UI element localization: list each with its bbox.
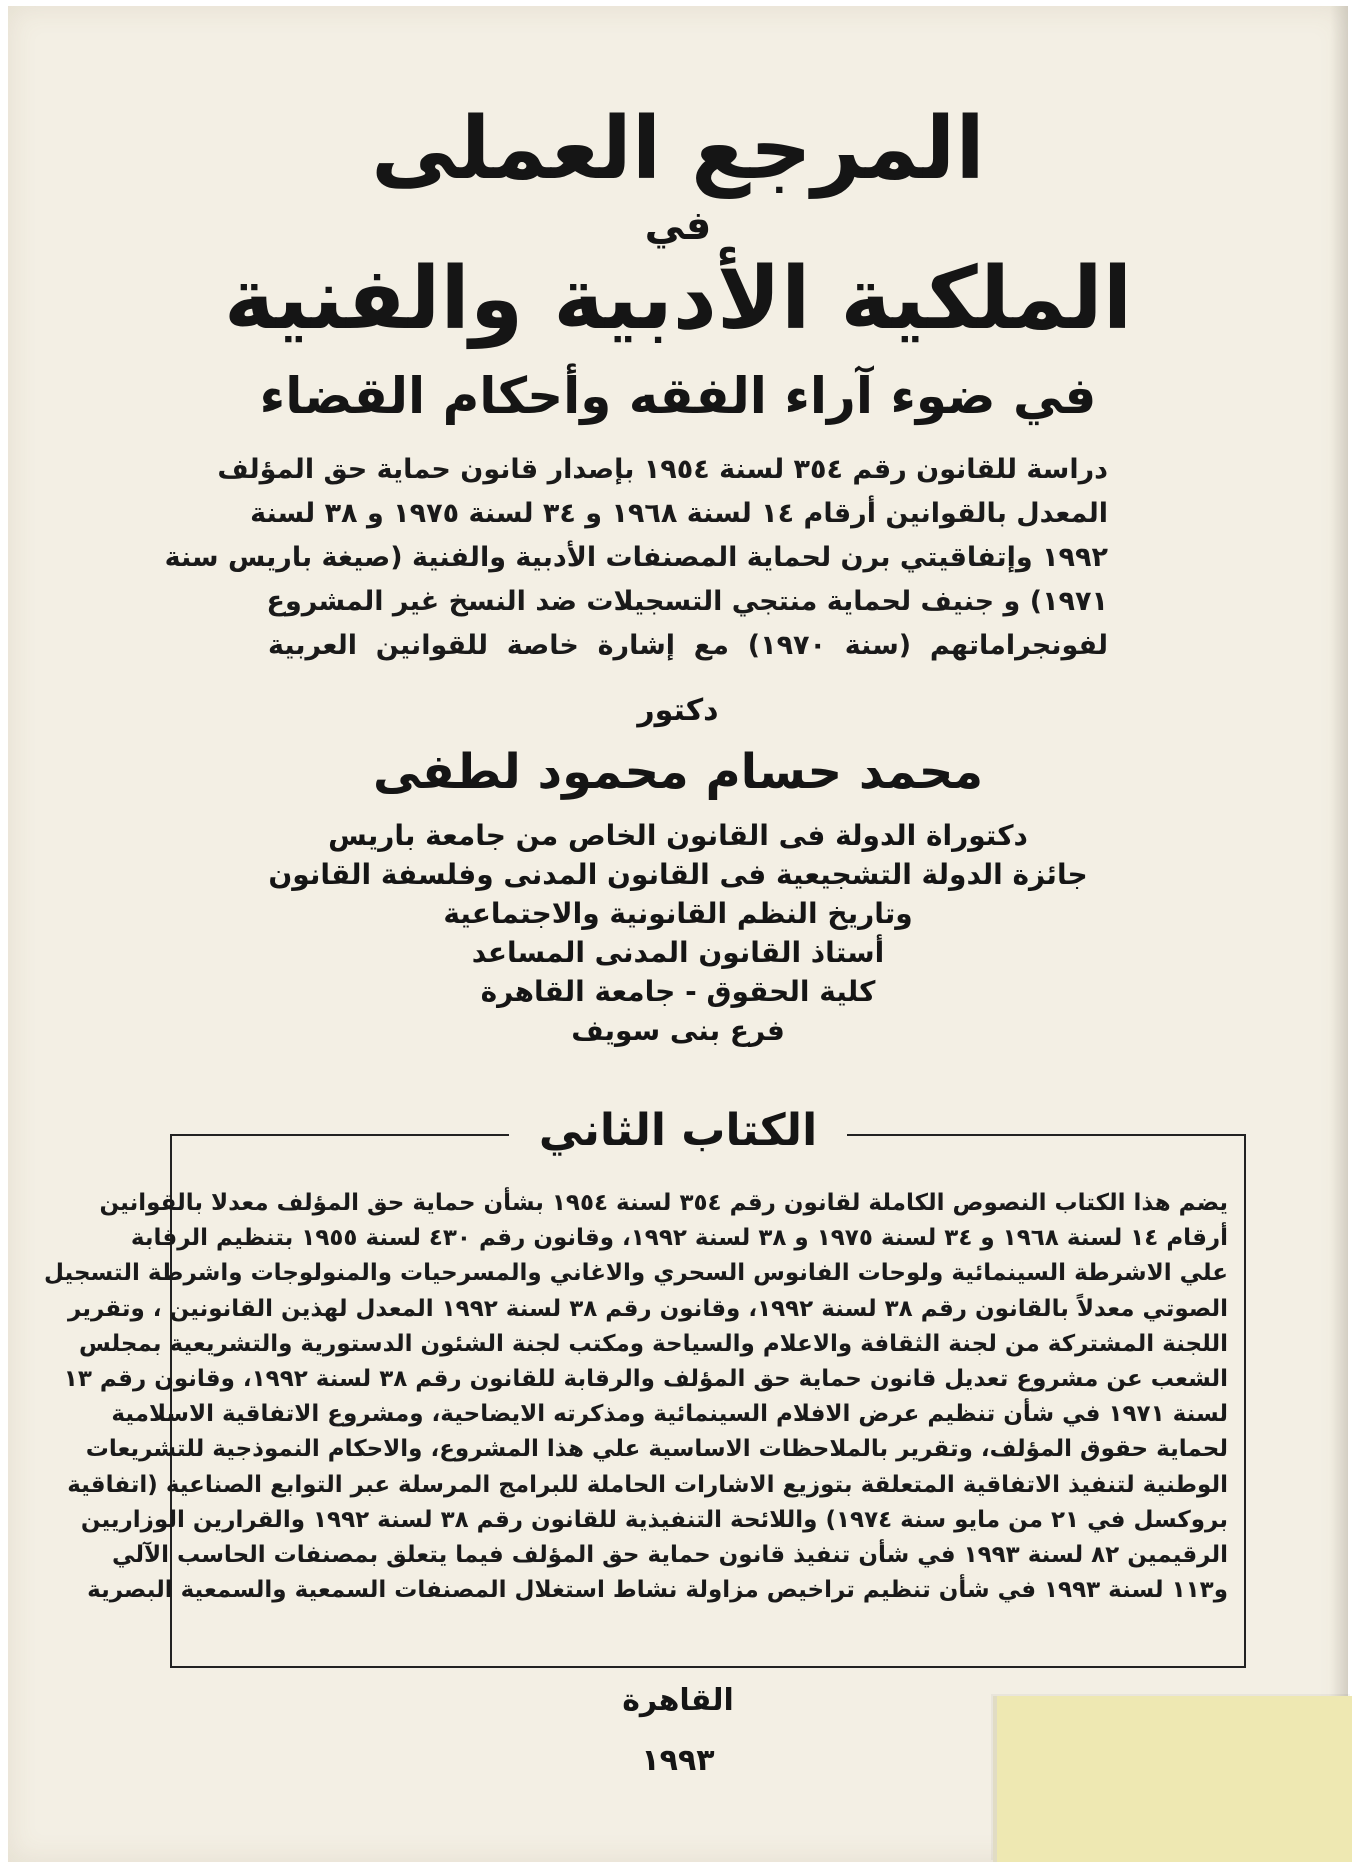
author-title: دكتور [637, 693, 719, 728]
contents-line: علي الاشرطة السينمائية ولوحات الفانوس السحري والاغاني والمسرحيات والمنولوجات واشرطة التسجيل [44, 1260, 1228, 1287]
library-sticker [993, 1696, 1352, 1862]
contents-line: الوطنية لتنفيذ الاتفاقية المتعلقة بتوزيع الاشارات الحاملة للبرامج المرسلة عبر التوابع الصناعية (اتفاقية [67, 1471, 1228, 1498]
credential-line: دكتوراة الدولة فى القانون الخاص من جامعة باريس [328, 819, 1028, 852]
book-cover [8, 6, 1348, 1862]
contents-line: يضم هذا الكتاب النصوص الكاملة لقانون رقم ٣٥٤ لسنة ١٩٥٤ بشأن حماية حق المؤلف معدلا بالقوانين [99, 1190, 1228, 1216]
title-subject: الملكية الأدبية والفنية [223, 249, 1133, 349]
description-line: دراسة للقانون رقم ٣٥٤ لسنة ١٩٥٤ بإصدار قانون حماية حق المؤلف [217, 454, 1108, 485]
description-line: ١٩٩٢ وإتفاقيتي برن لحماية المصنفات الأدبية والفنية (صيغة باريس سنة [164, 542, 1108, 573]
author-credentials [8, 816, 1348, 1050]
book-label-text: الكتاب الثاني [509, 1101, 847, 1161]
contents-line: اللجنة المشتركة من لجنة الثقافة والاعلام والسياحة ومكتب لجنة الشئون الدستورية والتشريعية بمجلس [78, 1330, 1228, 1357]
contents-line: بروكسل في ٢١ من مايو سنة ١٩٧٤) واللائحة التنفيذية للقانون رقم ٣٨ لسنة ١٩٩٢ والقرارين الوزاريين [80, 1506, 1228, 1533]
description-line: المعدل بالقوانين أرقام ١٤ لسنة ١٩٦٨ و ٣٤ لسنة ١٩٧٥ و ٣٨ لسنة [250, 498, 1108, 529]
title-subtitle: في ضوء آراء الفقه وأحكام القضاء [259, 367, 1097, 425]
contents-line: لحماية حقوق المؤلف، وتقرير بالملاحظات الاساسية علي هذا المشروع، والاحكام النموذجية للتشريعات [85, 1436, 1228, 1463]
contents-line: الرقيمين ٨٢ لسنة ١٩٩٣ في شأن تنفيذ قانون حماية حق المؤلف فيما يتعلق بمصنفات الحاسب الآلي [112, 1542, 1228, 1569]
credential-line: فرع بنى سويف [571, 1014, 785, 1047]
publication-year: ١٩٩٣ [641, 1743, 715, 1778]
contents-text [44, 1186, 1228, 1608]
contents-line: الصوتي معدلاً بالقانون رقم ٣٨ لسنة ١٩٩٢، وقانون رقم ٣٨ لسنة ١٩٩٢ المعدل لهذين القانونين ، وتقرير [68, 1295, 1228, 1322]
title-connector: في [644, 203, 712, 249]
contents-line: أرقام ١٤ لسنة ١٩٦٨ و ٣٤ لسنة ١٩٧٥ و ٣٨ لسنة ١٩٩٢، وقانون رقم ٤٣٠ لسنة ١٩٥٥ بتنظيم الرقابة [130, 1225, 1228, 1252]
credential-line: كلية الحقوق - جامعة القاهرة [480, 975, 876, 1008]
credential-line: جائزة الدولة التشجيعية فى القانون المدنى وفلسفة القانون [268, 858, 1088, 891]
description-block [164, 448, 1108, 668]
contents-line: و١١٣ لسنة ١٩٩٣ في شأن تنظيم تراخيص مزاولة نشاط استغلال المصنفات السمعية والسمعية البصرية [87, 1577, 1228, 1604]
credential-line: وتاريخ النظم القانونية والاجتماعية [443, 897, 913, 930]
contents-line: الشعب عن مشروع تعديل قانون حماية حق المؤلف والرقابة للقانون رقم ٣٨ لسنة ١٩٩٢، وقانون رقم ١٣ [63, 1366, 1228, 1393]
description-line: لفونجراماتهم (سنة ١٩٧٠) مع إشارة خاصة للقوانين العربية [268, 630, 1108, 661]
contents-line: لسنة ١٩٧١ في شأن تنظيم عرض الافلام السينمائية ومذكرته الايضاحية، ومشروع الاتفاقية الاسلامية [111, 1401, 1228, 1428]
credential-line: أستاذ القانون المدنى المساعد [471, 936, 885, 969]
title-main: المرجع العملى [371, 99, 985, 199]
publication-city: القاهرة [622, 1683, 734, 1718]
book-label [8, 1101, 1348, 1161]
description-line: ١٩٧١) و جنيف لحماية منتجي التسجيلات ضد النسخ غير المشروع [266, 586, 1108, 617]
author-name: محمد حسام محمود لطفى [372, 744, 984, 800]
